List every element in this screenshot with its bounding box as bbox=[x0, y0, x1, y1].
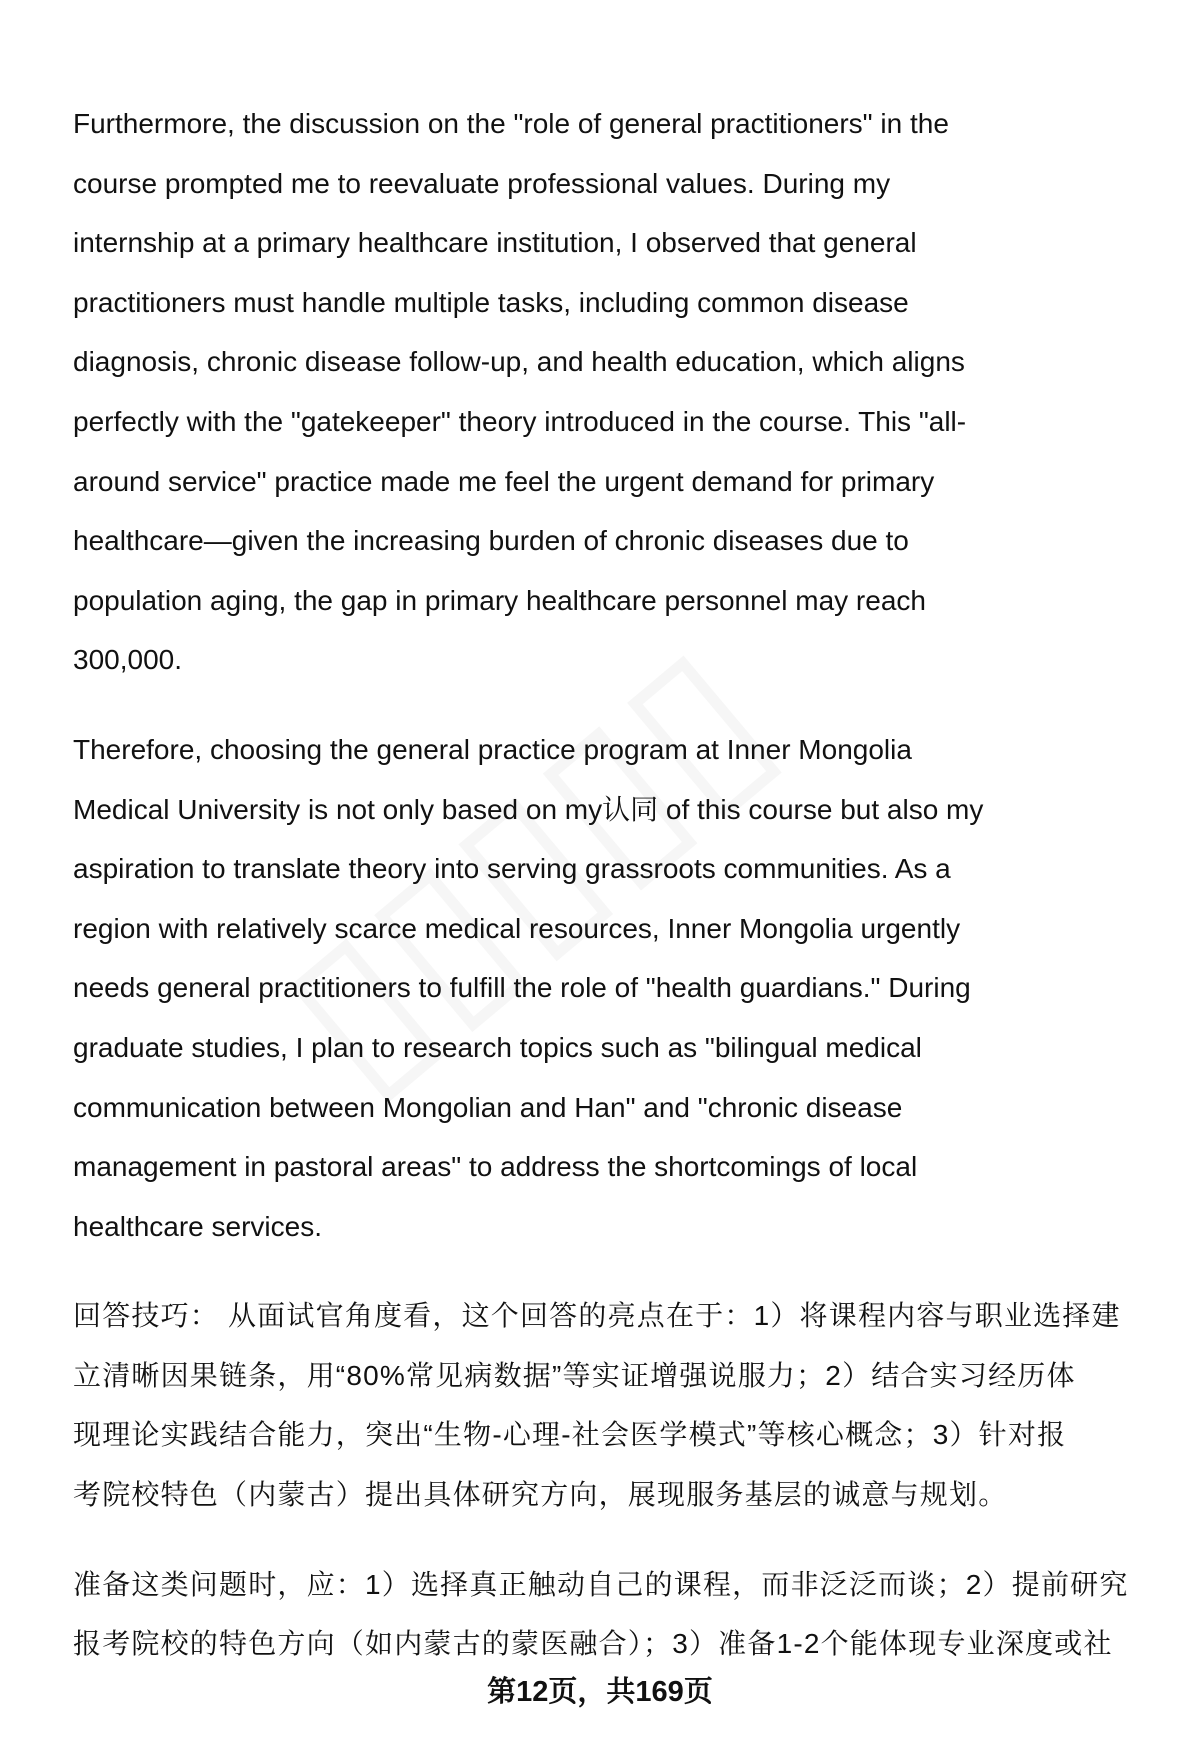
text-line: diagnosis, chronic disease follow-up, and health education, which aligns bbox=[73, 346, 965, 378]
text-line: healthcare services. bbox=[73, 1210, 323, 1242]
paragraph-answer-tips bbox=[73, 1286, 1153, 1524]
text-line: region with relatively scarce medical resources, Inner Mongolia urgently bbox=[73, 912, 961, 944]
text-line: 300,000. bbox=[73, 644, 182, 676]
text-line: Medical University is not only based on my认同 of this course but also my bbox=[73, 793, 984, 825]
text-line: graduate studies, I plan to research topics such as "bilingual medical bbox=[73, 1031, 922, 1063]
text-line: perfectly with the "gatekeeper" theory introduced in the course. This "all- bbox=[73, 405, 967, 437]
text-line: population aging, the gap in primary healthcare personnel may reach bbox=[73, 584, 926, 616]
document-body bbox=[73, 94, 1153, 1704]
text-line: 现理论实践结合能力，突出“生物-心理-社会医学模式”等核心概念；3）针对报 bbox=[73, 1419, 1067, 1451]
text-line: Therefore, choosing the general practice program at Inner Mongolia bbox=[73, 733, 912, 765]
text-line: healthcare—given the increasing burden of chronic diseases due to bbox=[73, 525, 909, 557]
text-line: 回答技巧： 从面试官角度看，这个回答的亮点在于：1）将课程内容与职业选择建 bbox=[73, 1300, 1121, 1332]
page-number-footer: 第12页，共169页 bbox=[487, 1676, 713, 1708]
text-line: communication between Mongolian and Han" and "chronic disease bbox=[73, 1091, 903, 1123]
text-line: course prompted me to reevaluate professional values. During my bbox=[73, 167, 891, 199]
paragraph-preparation bbox=[73, 1555, 1153, 1674]
text-line: 考院校特色（内蒙古）提出具体研究方向，展现服务基层的诚意与规划。 bbox=[73, 1479, 1008, 1511]
paragraph-gp-role bbox=[73, 94, 1153, 690]
text-line: management in pastoral areas" to address the shortcomings of local bbox=[73, 1151, 918, 1183]
text-line: internship at a primary healthcare institution, I observed that general bbox=[73, 227, 917, 259]
text-line: aspiration to translate theory into serving grassroots communities. As a bbox=[73, 853, 951, 885]
text-line: Furthermore, the discussion on the "role of general practitioners" in the bbox=[73, 108, 949, 139]
text-line: 报考院校的特色方向（如内蒙古的蒙医融合）；3）准备1-2个能体现专业深度或社 bbox=[73, 1628, 1113, 1660]
text-line: 准备这类问题时，应：1）选择真正触动自己的课程，而非泛泛而谈；2）提前研究 bbox=[73, 1568, 1129, 1600]
text-line: 立清晰因果链条，用“80%常见病数据”等实证增强说服力；2）结合实习经历体 bbox=[73, 1359, 1076, 1391]
text-line: practitioners must handle multiple tasks, including common disease bbox=[73, 286, 909, 318]
text-line: needs general practitioners to fulfill the role of "health guardians." During bbox=[73, 972, 971, 1004]
paragraph-program-choice bbox=[73, 720, 1153, 1256]
text-line: around service" practice made me feel the urgent demand for primary bbox=[73, 465, 935, 497]
